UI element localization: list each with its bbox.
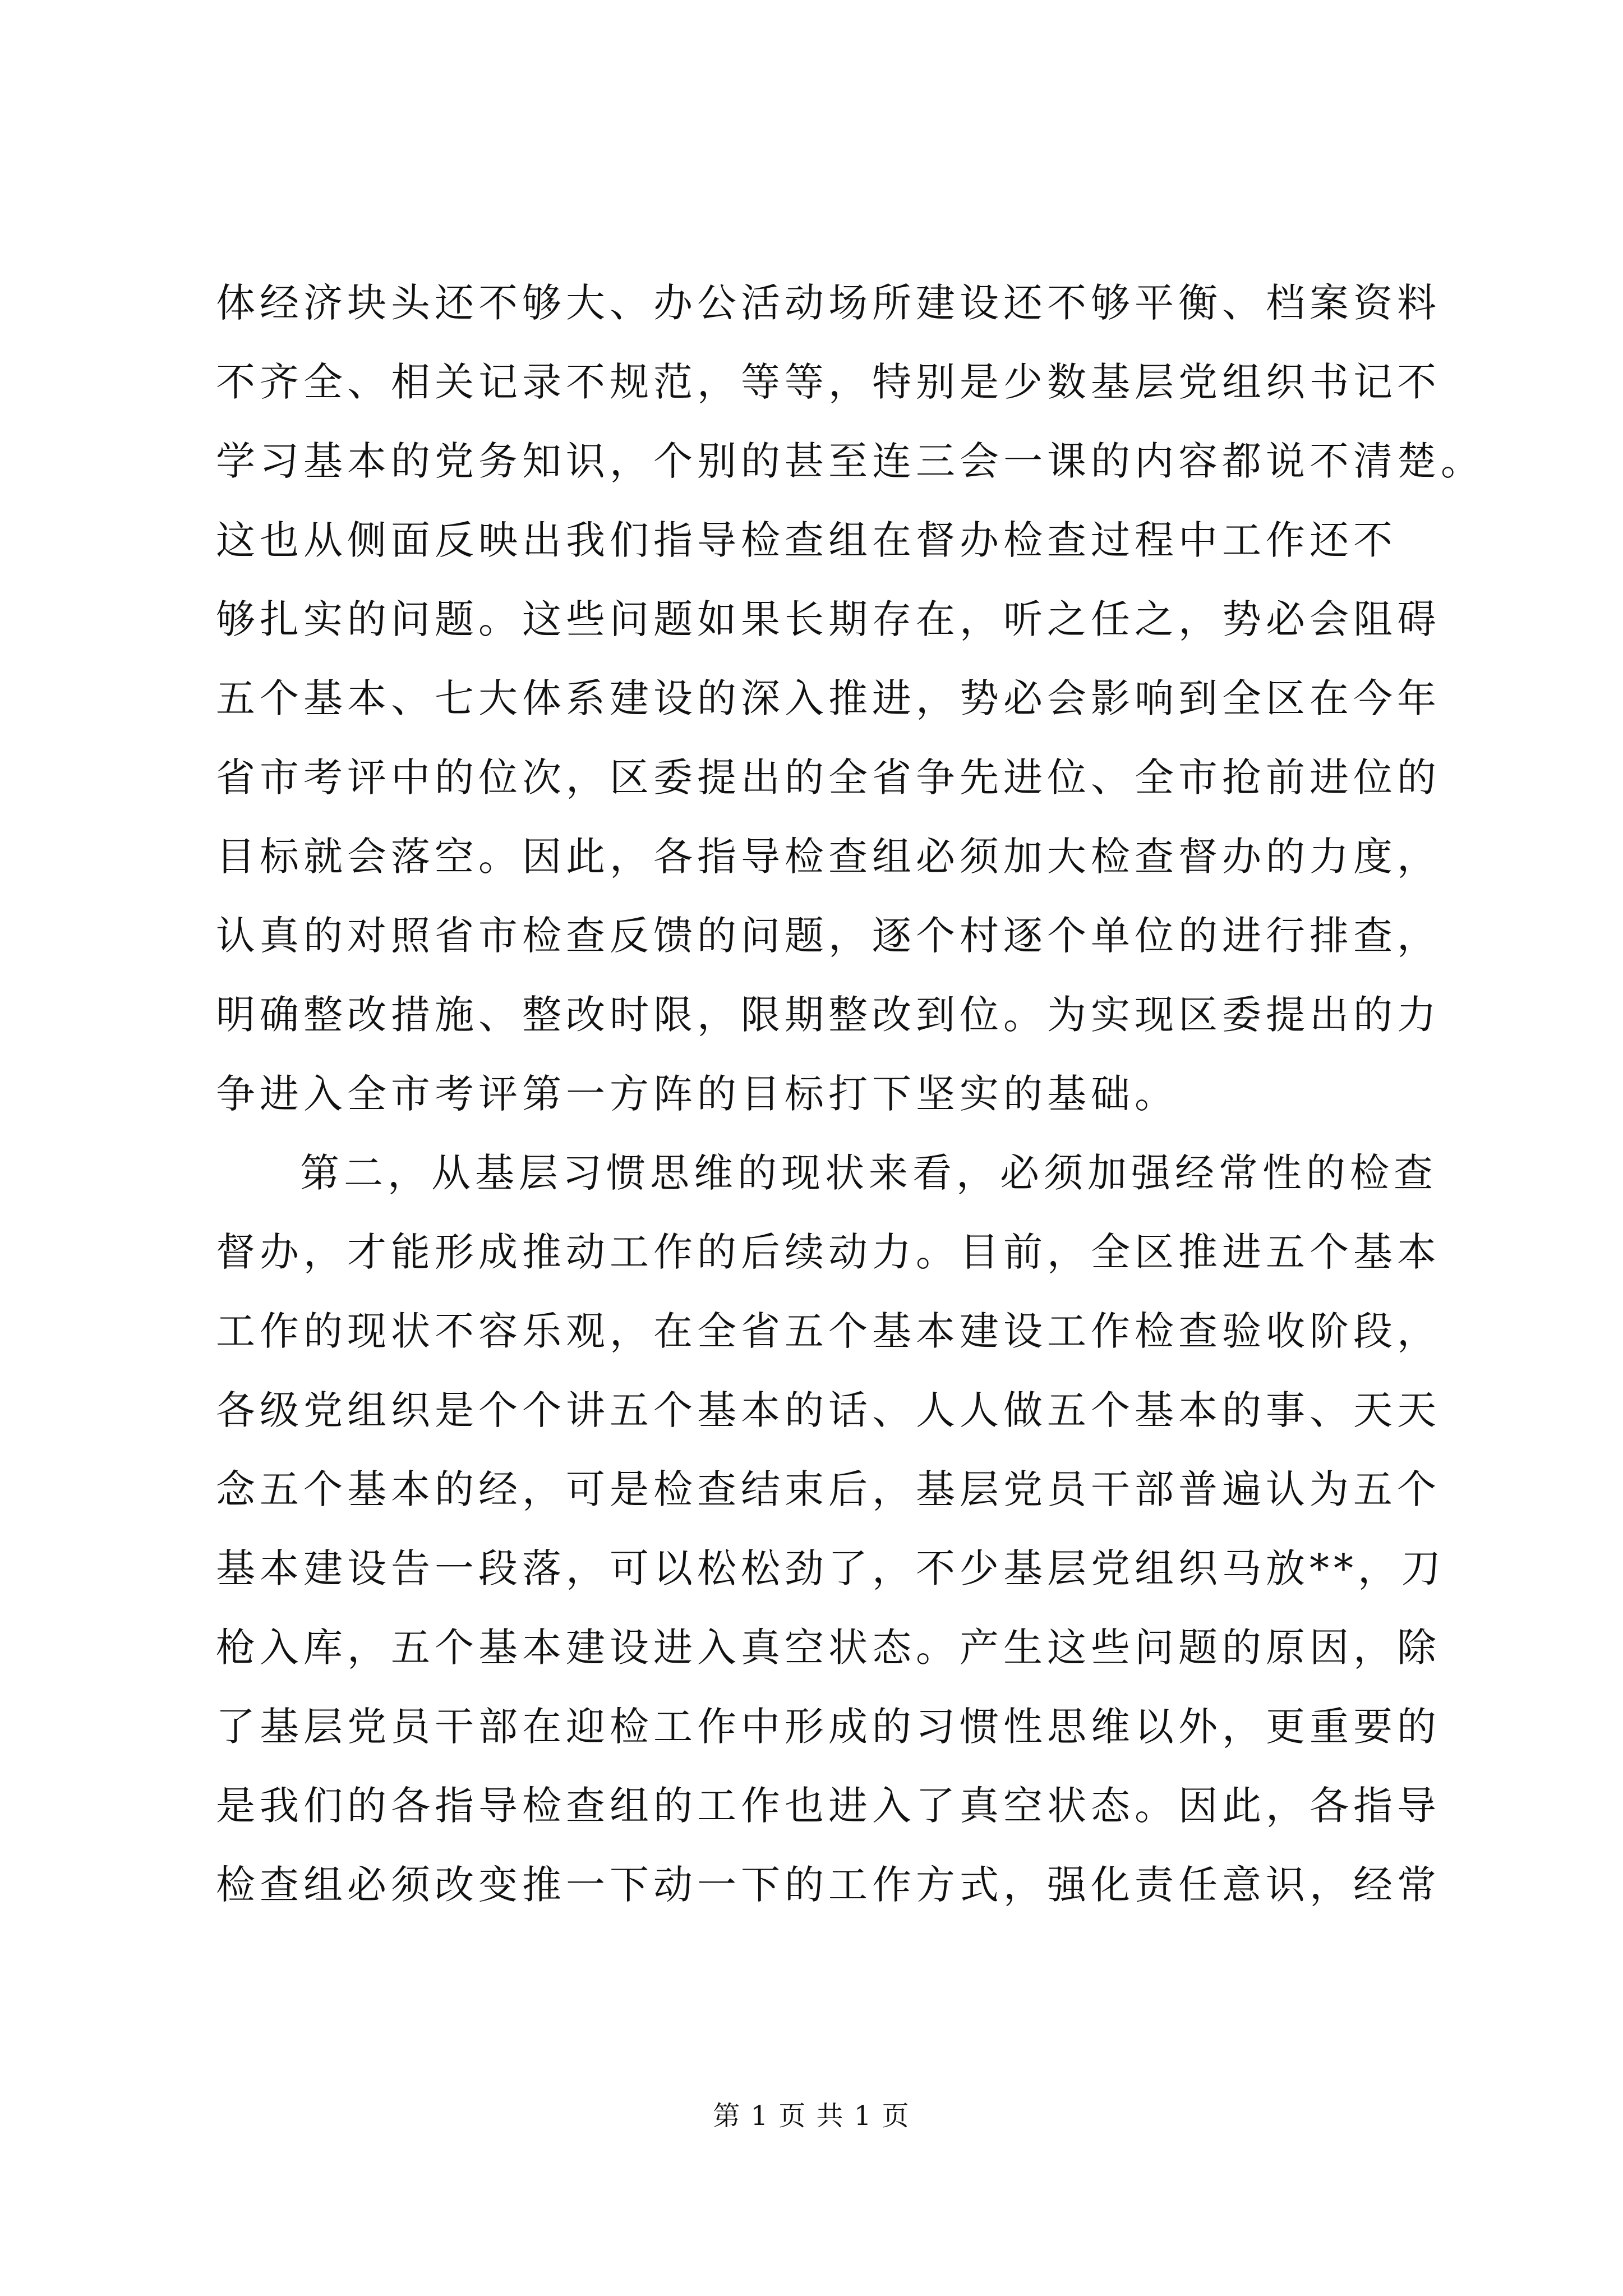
text-line: 枪入库，五个基本建设进入真空状态。产生这些问题的原因，除 [216,1625,1441,1671]
text-line: 争进入全市考评第一方阵的目标打下坚实的基础。 [216,1071,1178,1117]
text-line: 不齐全、相关记录不规范，等等，特别是少数基层党组织书记不 [216,359,1441,405]
text-line: 认真的对照省市检查反馈的问题，逐个村逐个单位的进行排查， [216,913,1441,959]
text-line: 检查组必须改变推一下动一下的工作方式，强化责任意识，经常 [216,1862,1441,1908]
body-text [216,264,1484,1925]
text-line: 念五个基本的经，可是检查结束后，基层党员干部普遍认为五个 [216,1466,1441,1512]
text-line: 这也从侧面反映出我们指导检查组在督办检查过程中工作还不 [216,517,1397,563]
page-number-footer: 第 1 页 共 1 页 [713,2100,910,2132]
text-line: 学习基本的党务知识，个别的甚至连三会一课的内容都说不清楚。 [216,438,1484,484]
paragraph-first-line: 第二，从基层习惯思维的现状来看，必须加强经常性的检查 [300,1150,1437,1196]
text-line: 省市考评中的位次，区委提出的全省争先进位、全市抢前进位的 [216,754,1441,800]
text-line: 了基层党员干部在迎检工作中形成的习惯性思维以外，更重要的 [216,1704,1441,1750]
text-line: 目标就会落空。因此，各指导检查组必须加大检查督办的力度， [216,834,1441,880]
text-line: 督办，才能形成推动工作的后续动力。目前，全区推进五个基本 [216,1229,1441,1275]
text-line: 够扎实的问题。这些问题如果长期存在，听之任之，势必会阻碍 [216,596,1441,642]
text-line: 体经济块头还不够大、办公活动场所建设还不够平衡、档案资料 [216,280,1441,326]
text-line: 工作的现状不容乐观，在全省五个基本建设工作检查验收阶段， [216,1308,1441,1354]
text-line: 基本建设告一段落，可以松松劲了，不少基层党组织马放**，刀 [216,1545,1445,1591]
text-line: 五个基本、七大体系建设的深入推进，势必会影响到全区在今年 [216,675,1441,721]
text-line: 各级党组织是个个讲五个基本的话、人人做五个基本的事、天天 [216,1387,1441,1433]
text-line: 明确整改措施、整改时限，限期整改到位。为实现区委提出的力 [216,992,1441,1038]
text-line: 是我们的各指导检查组的工作也进入了真空状态。因此，各指导 [216,1783,1441,1829]
